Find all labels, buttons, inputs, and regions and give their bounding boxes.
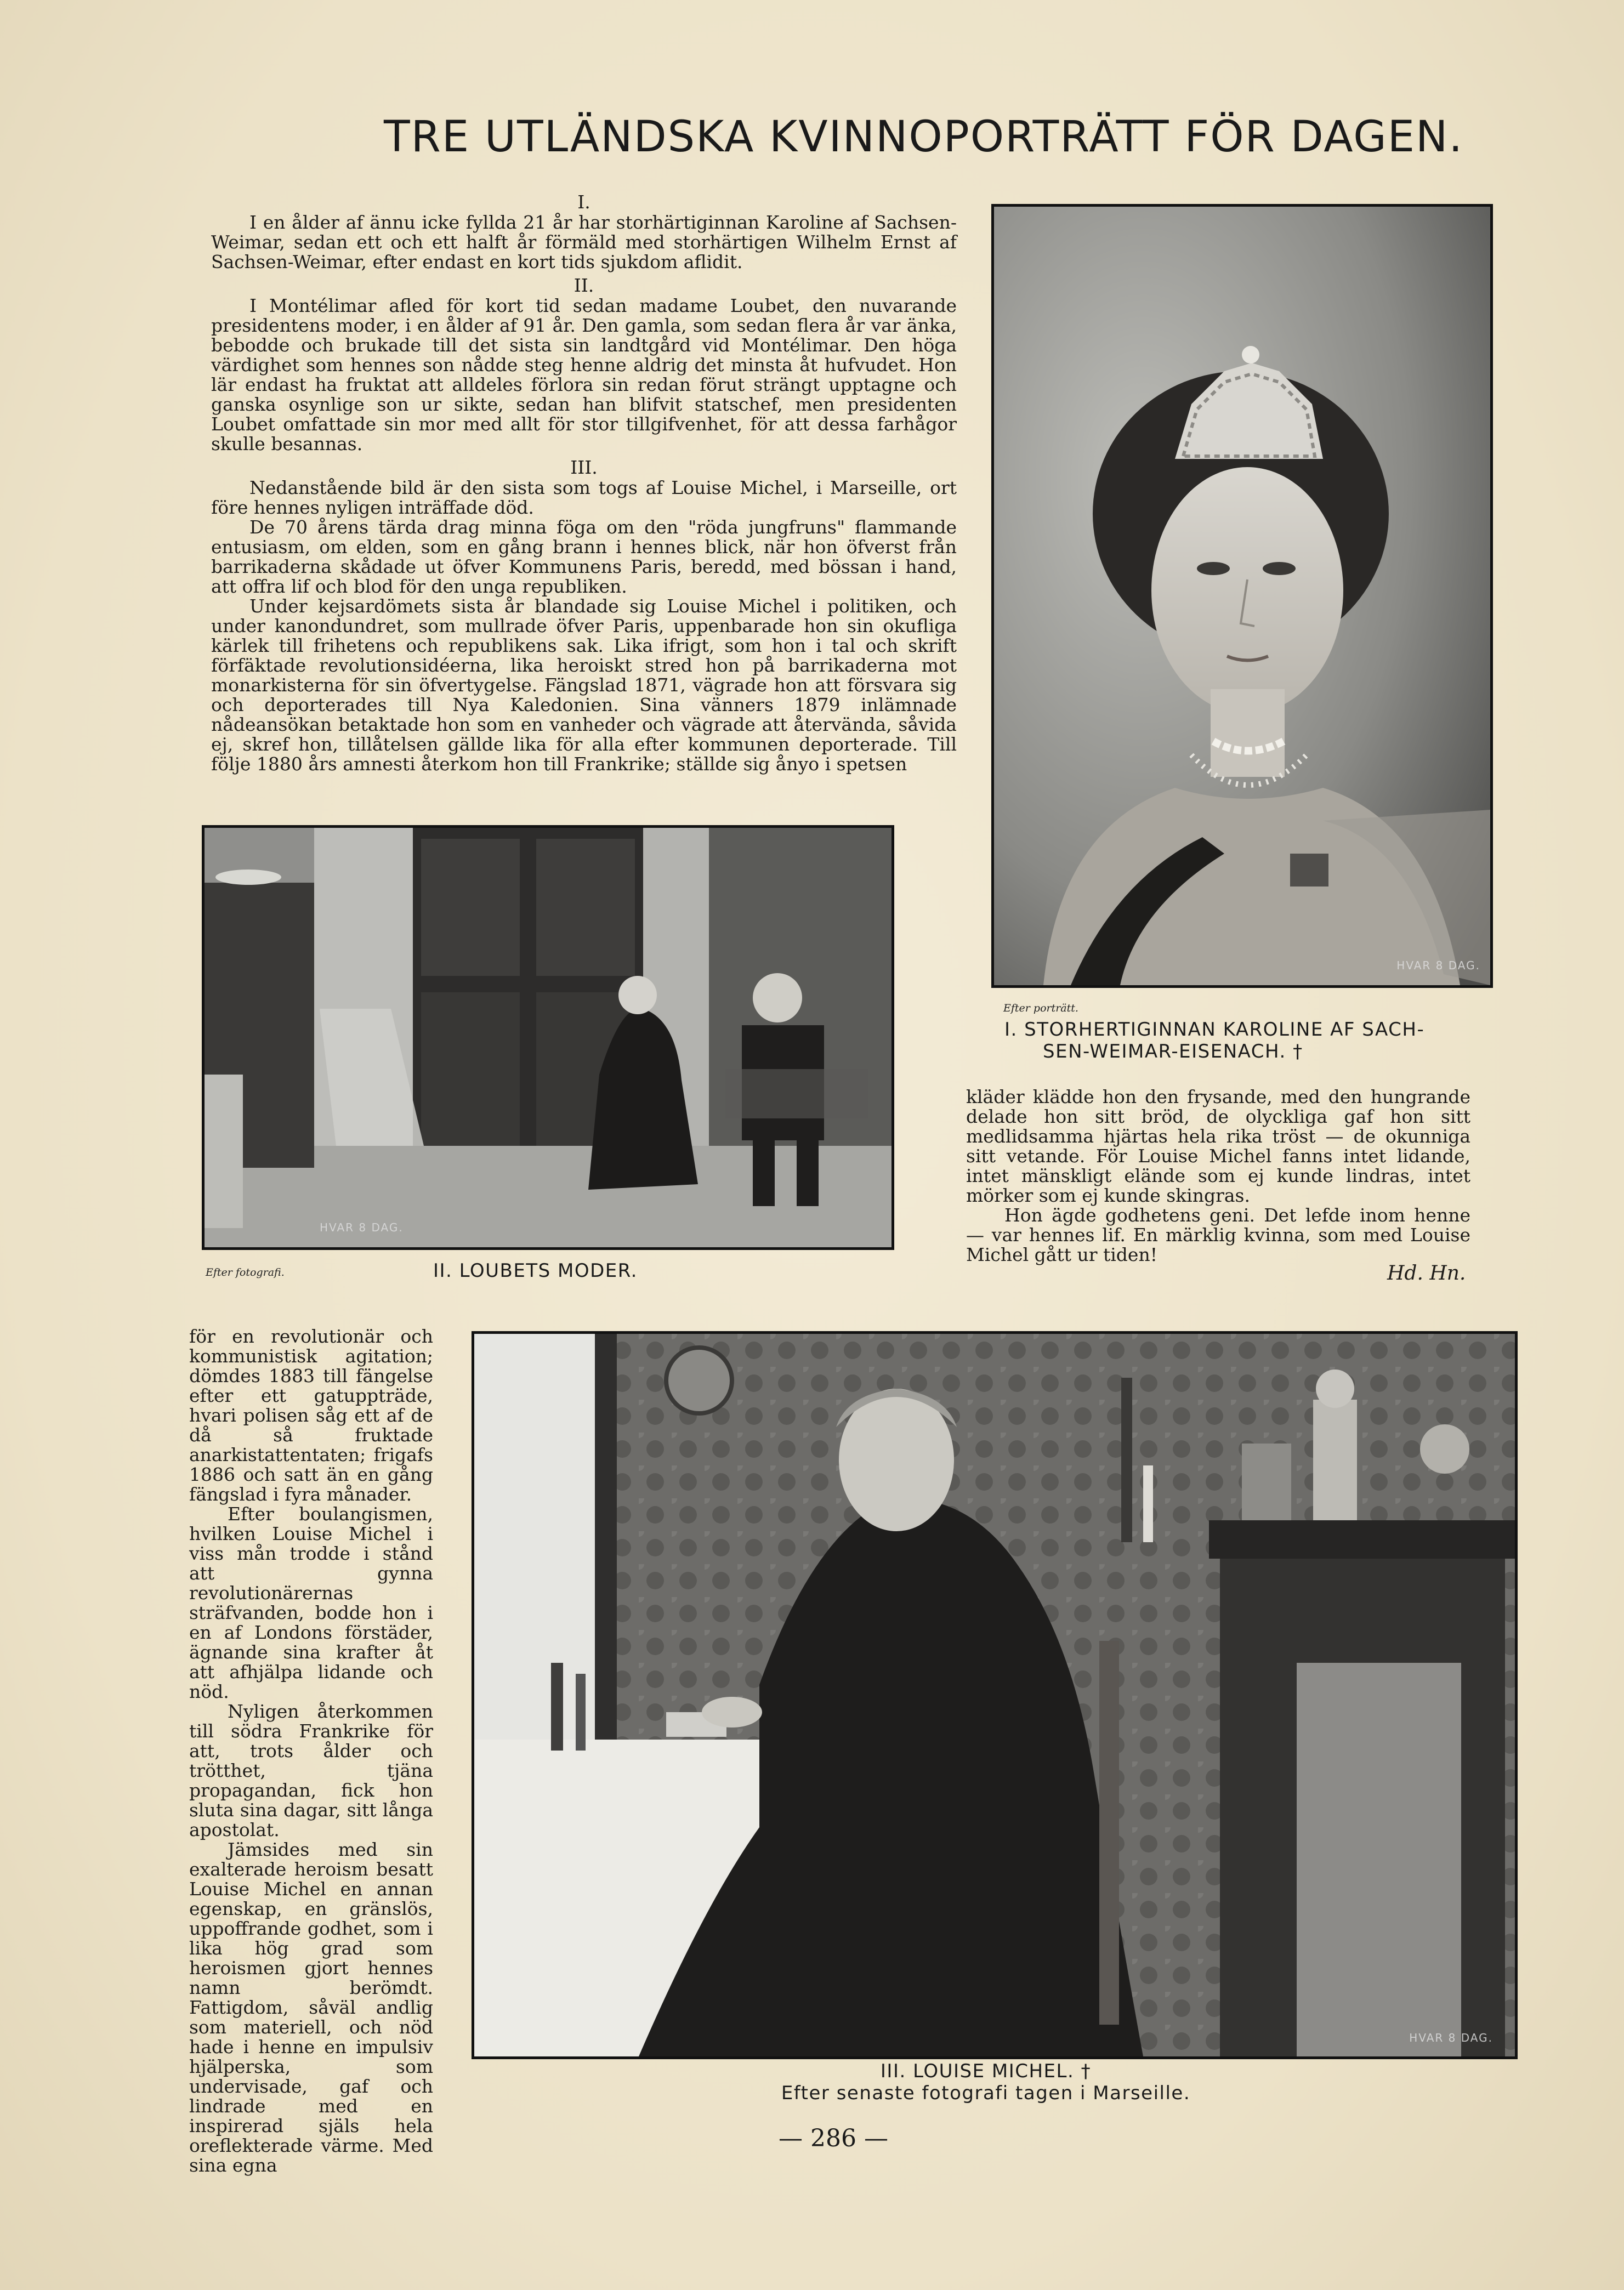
portrait-photo xyxy=(991,204,1493,988)
michel-caption xyxy=(766,2060,1205,2104)
article-intro xyxy=(211,192,957,774)
headline: TRE UTLÄNDSKA KVINNOPORTRÄTT FÖR DAGEN. xyxy=(384,112,1464,162)
left-column-para-1: för en revolutionär och kommunistisk agitation; dömdes 1883 till fängelse efter ett gatuppträde, hvari polisen såg ett af de då så fruktade anarkistattentaten; frigafs 1886 och satt än en gång fängslad i fyra månader. xyxy=(189,1326,433,1505)
right-column-para-1: kläder klädde hon den frysande, med den hungrande delade hon sitt bröd, de olyckliga gaf hon sitt medlidsamma hjärtas hela rika tröst — de okunniga sitt vetande. För Louise Michel fanns intet lidande, intet mänskligt elände som ej kunde lindras, intet mörker som ej kunde skingras. xyxy=(966,1086,1470,1206)
michel-image xyxy=(474,1334,1515,2056)
loubet-watermark: HVAR 8 DAG. xyxy=(320,1221,404,1234)
section-1-text: I en ålder af ännu icke fyllda 21 år har storhärtiginnan Karoline af Sachsen-Weimar, sedan ett och ett halft år förmäld med storhärtigen Wilhelm Ernst af Sachsen-Weimar, efter endast en kort tids sjukdom aflidit. xyxy=(211,212,957,272)
portrait-credit: Efter porträtt. xyxy=(1003,1002,1078,1014)
right-column-text xyxy=(966,1087,1470,1265)
michel-watermark: HVAR 8 DAG. xyxy=(1409,2031,1493,2044)
loubet-credit: Efter fotografi. xyxy=(206,1266,285,1278)
section-3-para-1: Nedanstående bild är den sista som togs af Louise Michel, i Marseille, ort före hennes nyligen inträffade död. xyxy=(211,477,957,518)
page-number: — 286 — xyxy=(779,2124,888,2152)
section-number-3: III. xyxy=(570,457,598,478)
michel-caption-line-1: III. LOUISE MICHEL. † xyxy=(880,2060,1092,2082)
portrait-caption-line-2: SEN-WEIMAR-EISENACH. † xyxy=(1043,1041,1303,1062)
section-number-1: I. xyxy=(577,191,590,213)
section-number-2: II. xyxy=(573,275,594,296)
michel-caption-line-2: Efter senaste fotografi tagen i Marseille. xyxy=(781,2082,1191,2104)
right-column-para-2: Hon ägde godhetens geni. Det lefde inom henne — var hennes lif. En märklig kvinna, som med Louise Michel gått ur tiden! xyxy=(966,1204,1470,1265)
section-3-para-2: De 70 årens tärda drag minna föga om den "röda jungfruns" flammande entusiasm, om elden, som en gång brann i hennes blick, när hon öfverst från barrikaderna skådade ut öfver Kommunens Paris, beredd, med bössan i hand, att offra lif och blod för den unga republiken. xyxy=(211,516,957,597)
portrait-caption-line-1: I. STORHERTIGINNAN KAROLINE AF SACH- xyxy=(1004,1019,1425,1041)
signature: Hd. Hn. xyxy=(1387,1262,1466,1285)
loubet-photo xyxy=(202,825,894,1250)
loubet-caption: II. LOUBETS MODER. xyxy=(433,1260,638,1282)
left-column-para-4: Jämsides med sin exalterade heroism besatt Louise Michel en annan egenskap, en gränslös, uppoffrande godhet, som i lika hög grad som heroismen gjort hennes namn berömdt. Fattigdom, såväl andlig som materiell, och nöd hade i henne en impulsiv hjälperska, som undervisade, gaf och lindrade med en inspirerad själs hela oreflekterade värme. Med sina egna xyxy=(189,1839,433,2176)
portrait-caption xyxy=(1004,1019,1514,1062)
portrait-image xyxy=(994,207,1490,985)
loubet-image xyxy=(205,828,892,1247)
section-3-para-3: Under kejsardömets sista år blandade sig Louise Michel i politiken, och under kanondundret, som mullrade öfver Paris, uppenbarade hon sin okufliga kärlek till frihetens och republikens sak. Lika ifrigt, som hon i tal och skrift förfäktade revolutionsidéerna, lika heroiskt stred hon på barrikaderna mot monarkisterna för sin öfvertygelse. Fängslad 1871, vägrade hon att försvara sig och deporterades till Nya Kaledonien. Sina vänners 1879 inlämnade nådeansökan betaktade hon som en vanheder och vägrade att återvända, såvida ej, skref hon, tillåtelsen gällde lika för alla efter kommunen deporterade. Till följe 1880 års amnesti återkom hon till Frankrike; ställde sig ånyo i spetsen xyxy=(211,595,957,775)
left-column-para-2: Efter boulangismen, hvilken Louise Michel i viss mån trodde i stånd att gynna revolutionärernas sträfvanden, bodde hon i en af Londons förstäder, ägnande sina krafter åt att afhjälpa lidande och nöd. xyxy=(189,1503,433,1702)
portrait-watermark: HVAR 8 DAG. xyxy=(1396,959,1480,972)
left-column-para-3: Nyligen återkommen till södra Frankrike för att, trots ålder och trötthet, tjäna propagandan, fick hon sluta sina dagar, sitt långa apostolat. xyxy=(189,1701,433,1840)
left-column-text xyxy=(189,1327,433,2175)
section-2-text: I Montélimar afled för kort tid sedan madame Loubet, den nuvarande presidentens moder, i en ålder af 91 år. Den gamla, som sedan flera år var änka, bebodde och brukade till det sista sin landtgård vid Montélimar. Den höga värdighet som hennes son nådde steg henne aldrig det minsta åt hufvudet. Hon lär endast ha fruktat att alldeles förlora sin redan förut strängt upptagne och ganska osynlige son ur sikte, sedan han blifvit statschef, men presidenten Loubet omfattade sin mor med allt för stor tillgifvenhet, för att dessa farhågor skulle besannas. xyxy=(211,295,957,454)
michel-photo xyxy=(472,1331,1518,2059)
